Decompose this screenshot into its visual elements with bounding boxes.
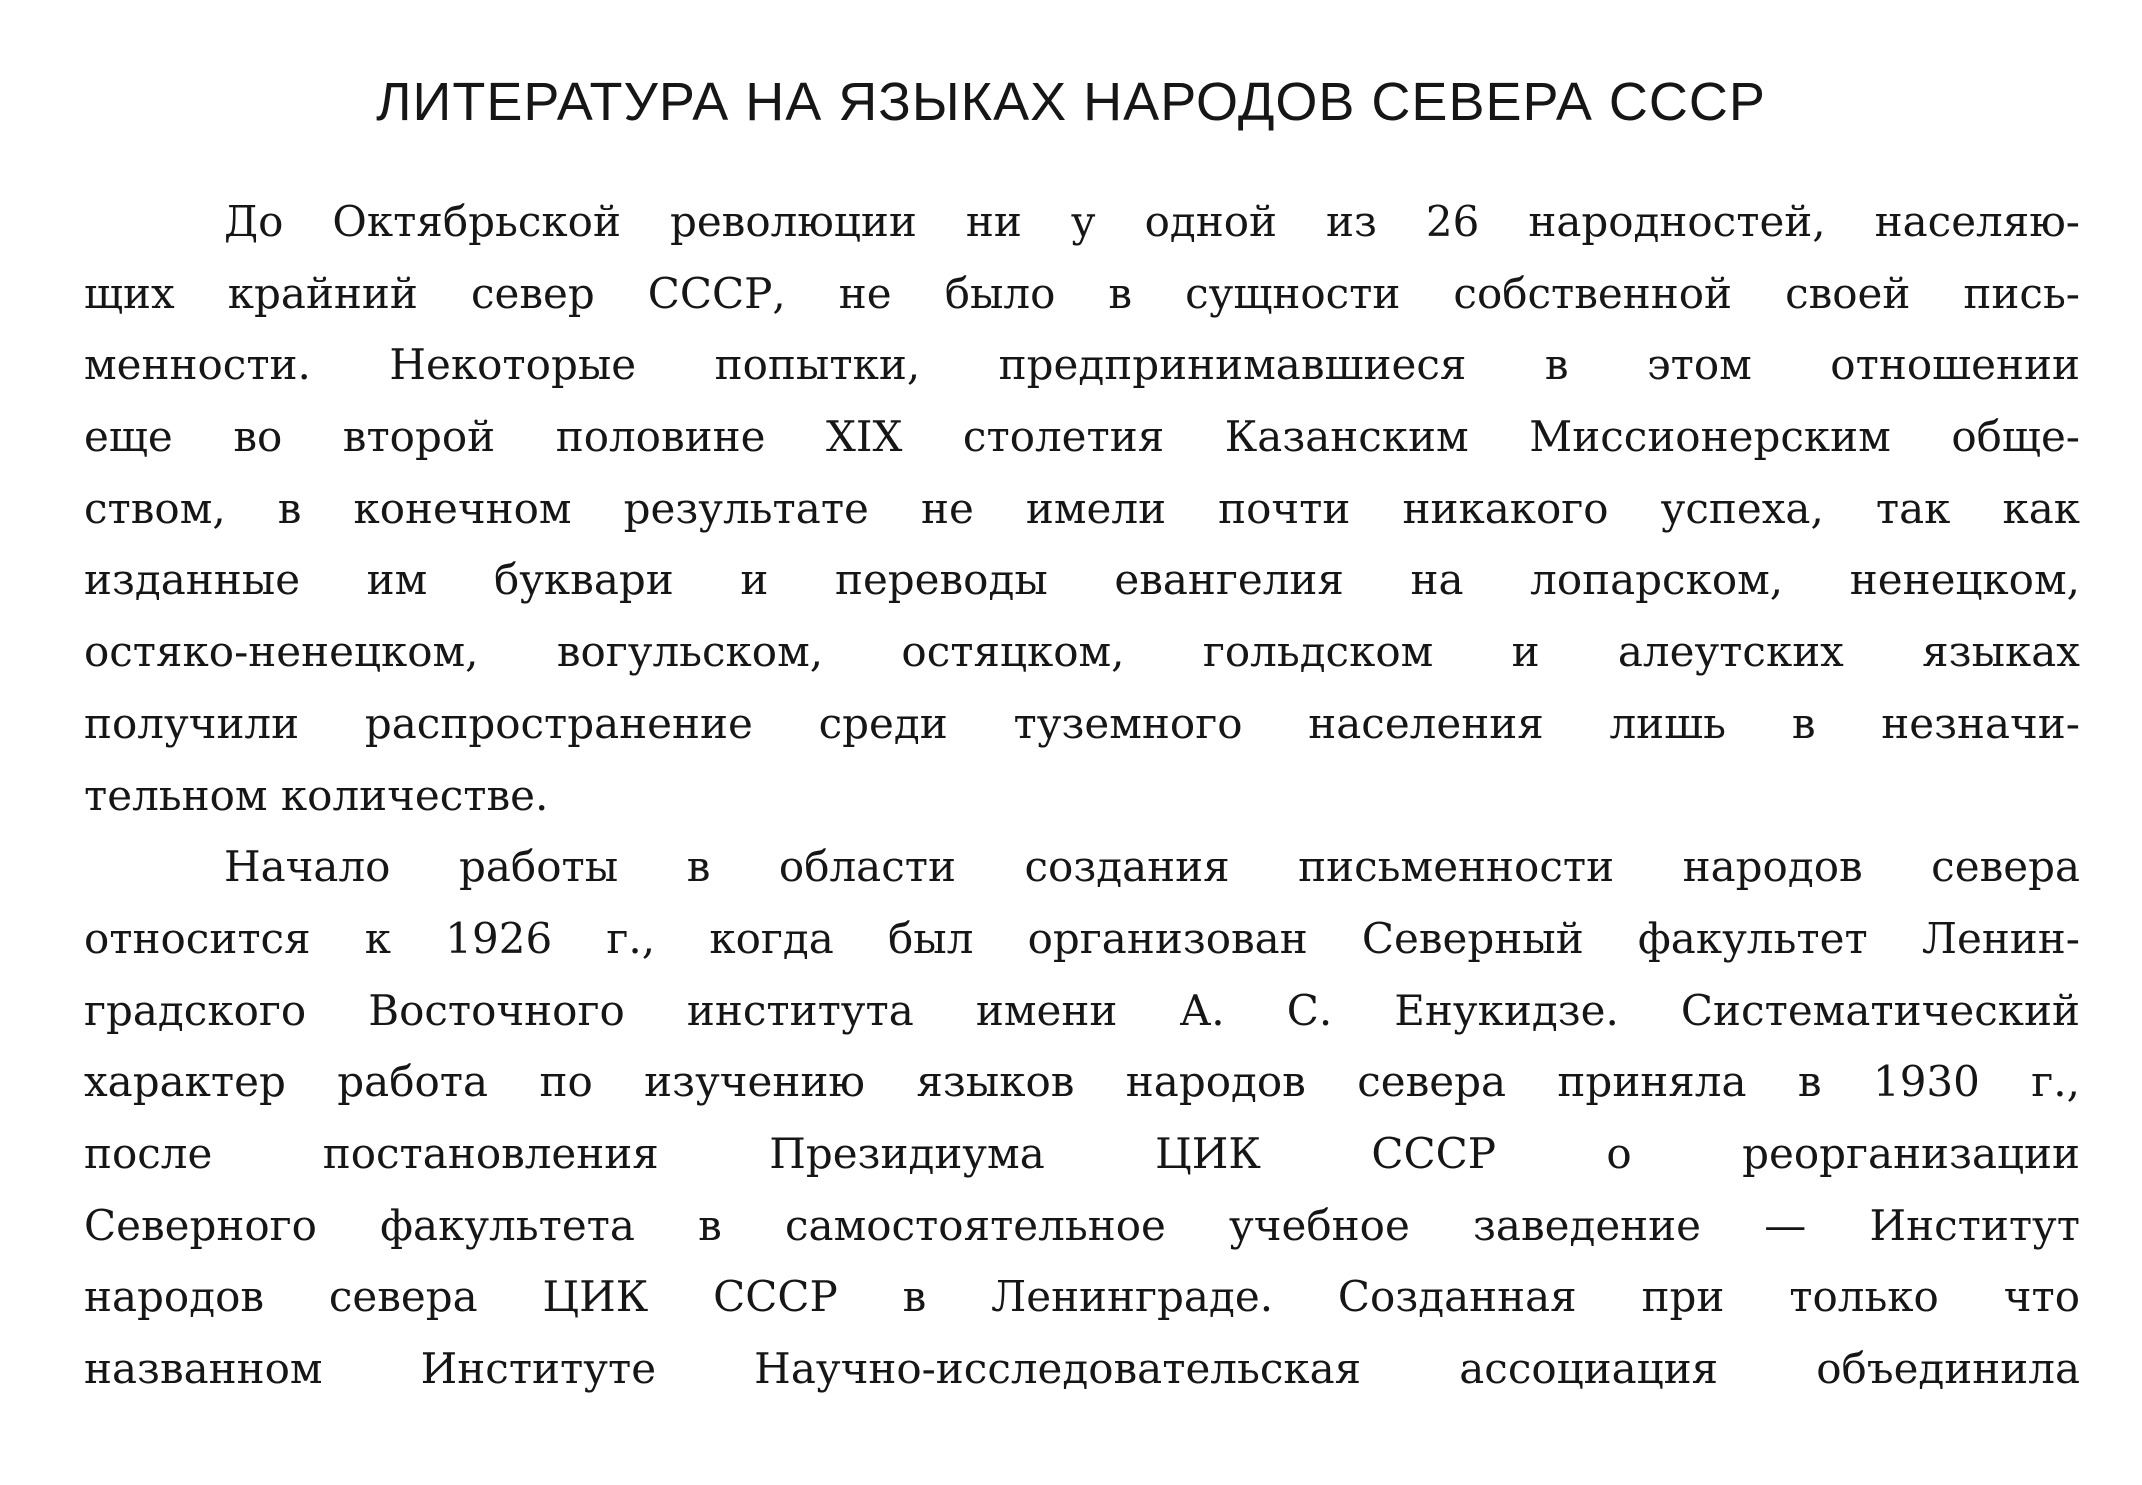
- paragraph-2: [84, 831, 2080, 1405]
- text-line: щих крайний север СССР, не было в сущности собственной своей пись-: [84, 268, 2080, 318]
- page-title: ЛИТЕРАТУРА НА ЯЗЫКАХ НАРОДОВ СЕВЕРА СССР: [376, 72, 1766, 132]
- text-line: Северного факультета в самостоятельное учебное заведение — Институт: [84, 1200, 2080, 1250]
- text-line: после постановления Президиума ЦИК СССР о реорганизации: [84, 1128, 2080, 1178]
- text-line: народов севера ЦИК СССР в Ленинграде. Созданная при только что: [84, 1272, 2080, 1322]
- text-line: названном Институте Научно-исследовательская ассоциация объединила: [84, 1344, 2080, 1393]
- text-line: характер работа по изучению языков народов севера приняла в 1930 г.,: [84, 1057, 2080, 1107]
- text-line: изданные им буквари и переводы евангелия на лопарском, ненецком,: [84, 555, 2080, 605]
- paragraph-1: [84, 186, 2080, 831]
- text-line: относится к 1926 г., когда был организован Северный факультет Ленин-: [84, 913, 2080, 963]
- body-text: [84, 186, 2080, 1405]
- text-line: До Октябрьской революции ни у одной из 26 народностей, населяю-: [224, 197, 2080, 246]
- text-line: получили распространение среди туземного населения лишь в незначи-: [84, 698, 2080, 748]
- text-line: ством, в конечном результате не имели почти никакого успеха, так как: [84, 483, 2080, 533]
- text-line: менности. Некоторые попытки, предпринимавшиеся в этом отношении: [84, 340, 2080, 390]
- text-line: еще во второй половине XIX столетия Казанским Миссионерским обще-: [84, 412, 2080, 462]
- text-line: тельном количестве.: [84, 770, 549, 820]
- text-line: Начало работы в области создания письменности народов севера: [224, 842, 2080, 892]
- text-line: остяко-ненецком, вогульском, остяцком, гольдском и алеутских языках: [84, 627, 2080, 677]
- text-line: градского Восточного института имени А. С. Енукидзе. Систематический: [84, 985, 2080, 1035]
